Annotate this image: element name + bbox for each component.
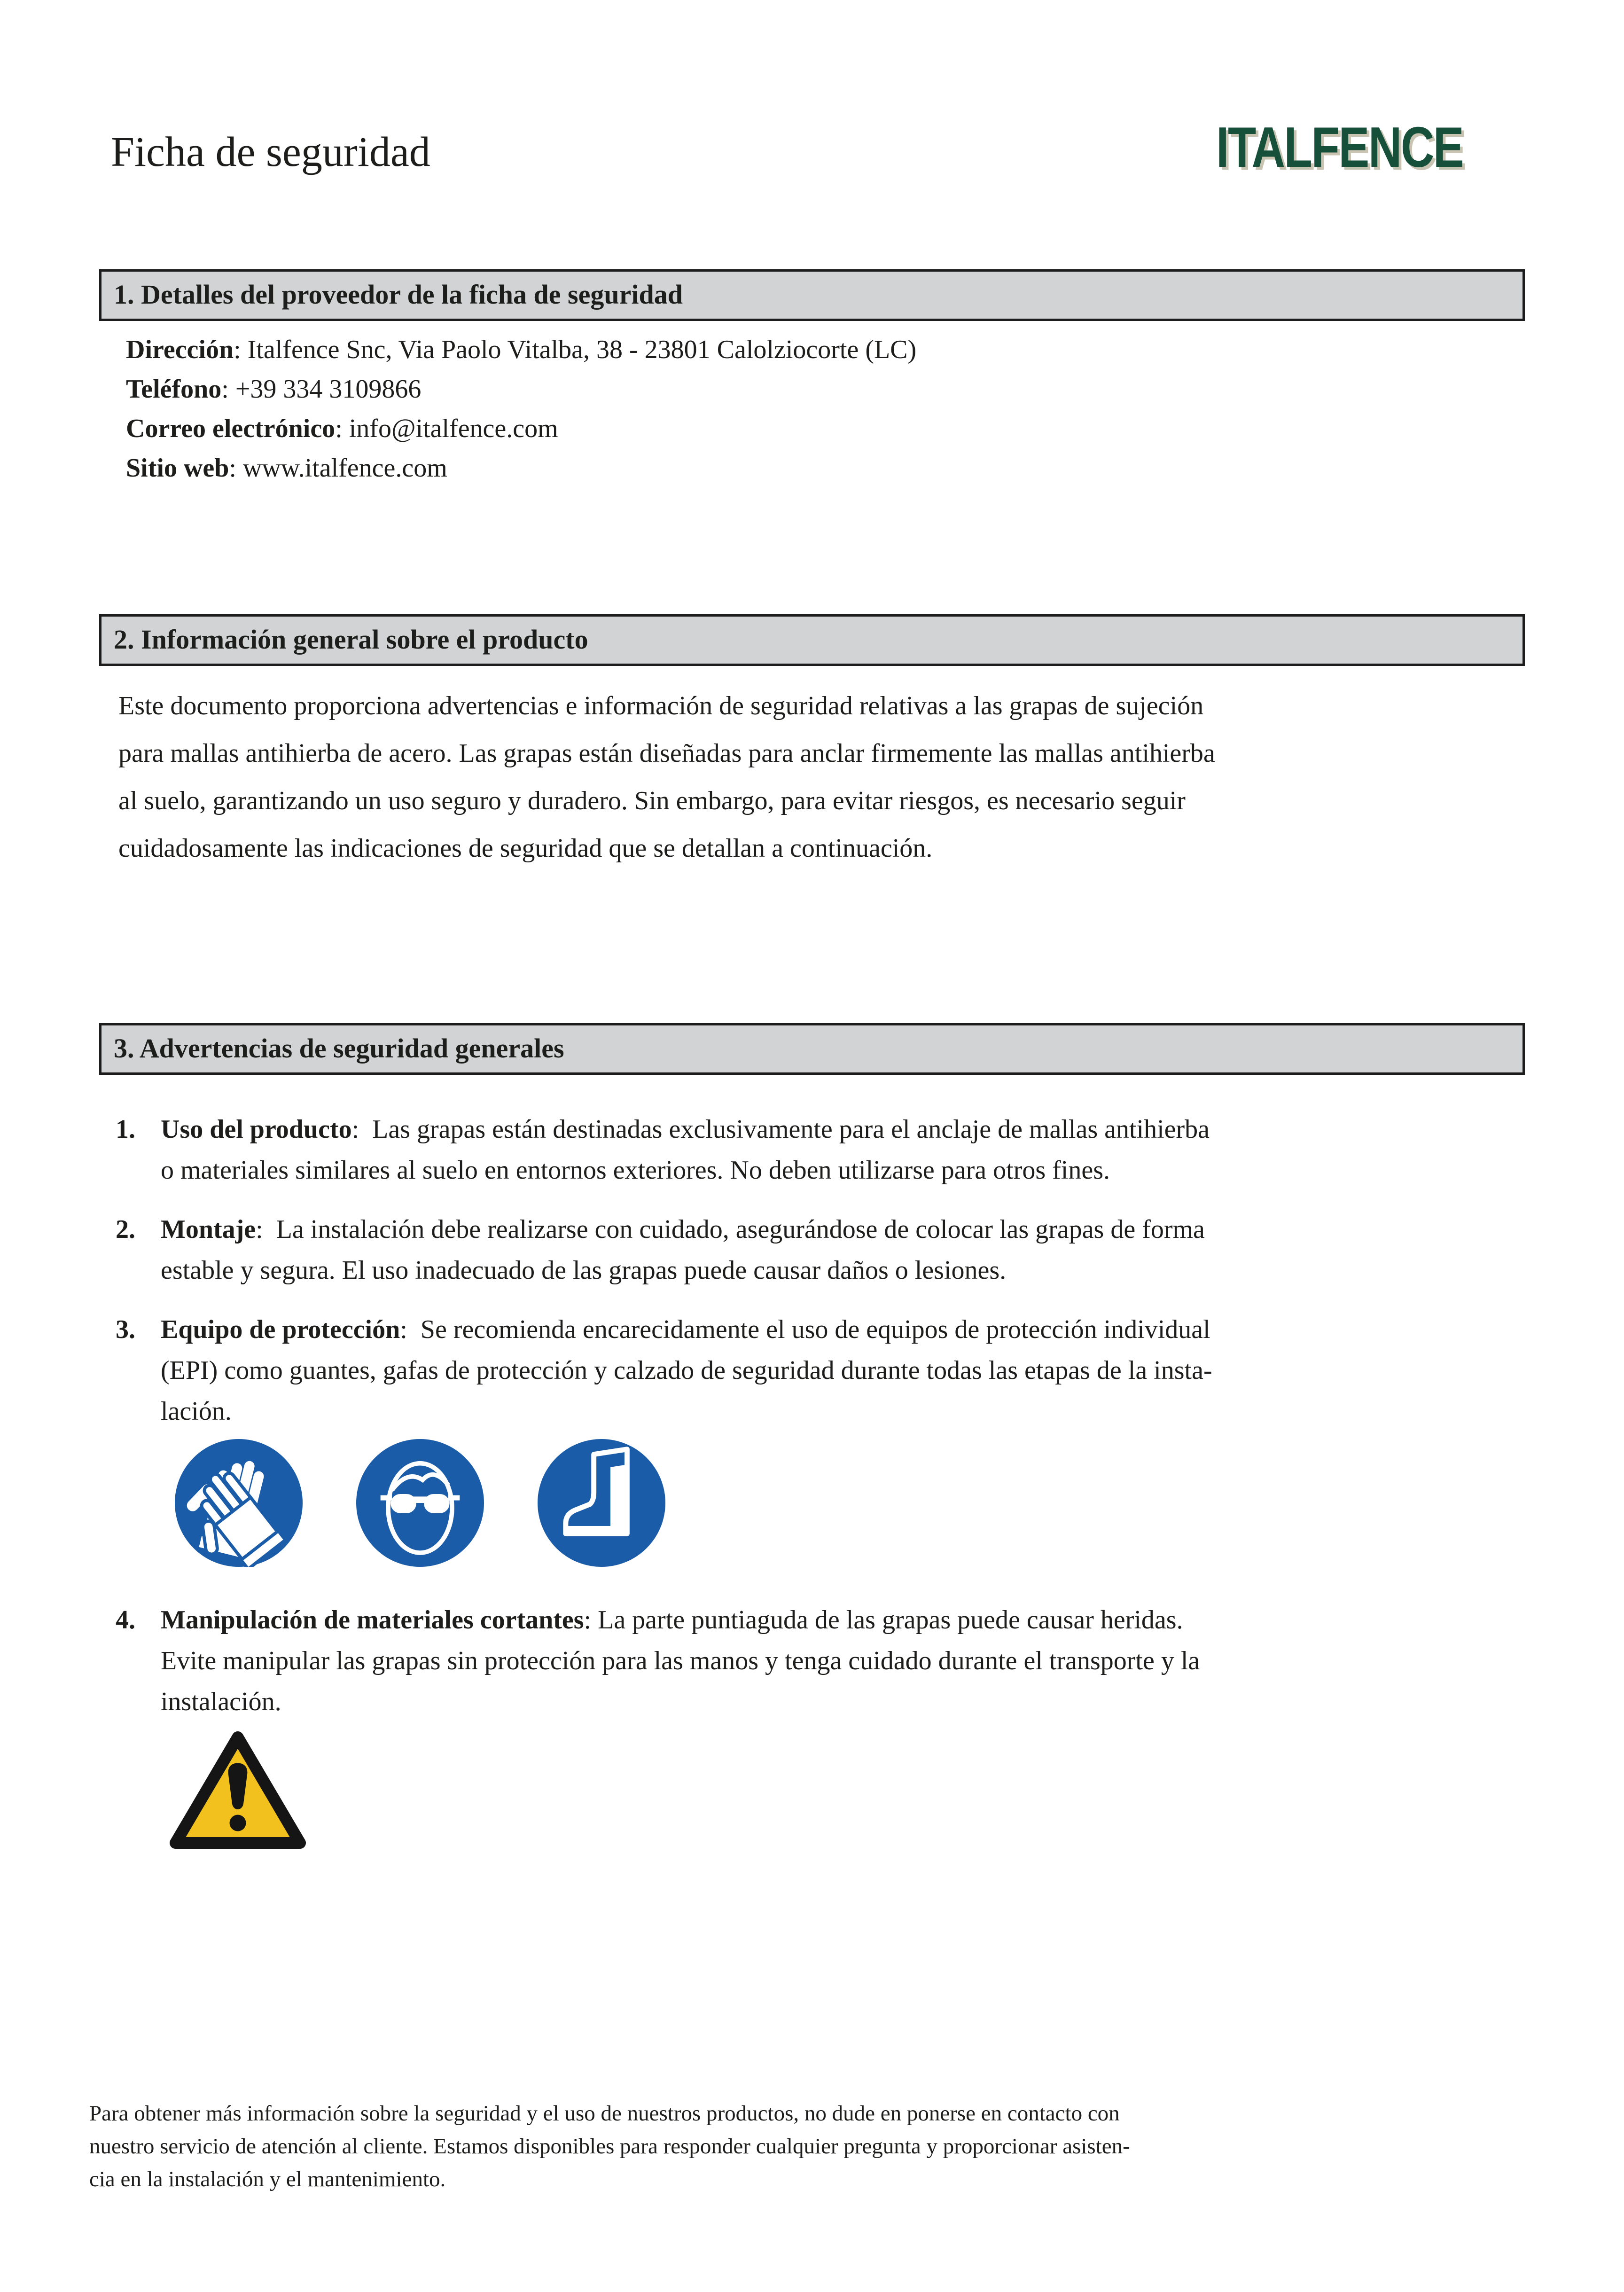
item-text: [161, 1209, 1205, 1250]
info-line: cuidadosamente las indicaciones de seguridad que se detallan a continuación.: [118, 834, 933, 863]
item-label: Equipo de protección: [161, 1315, 400, 1344]
section-1-body: [126, 330, 916, 488]
info-line: al suelo, garantizando un uso seguro y duradero. Sin embargo, para evitar riesgos, es necesario seguir: [118, 786, 1186, 815]
section-2-body: [118, 682, 1215, 872]
warning-item-1: [116, 1109, 1210, 1191]
item-text: estable y segura. El uso inadecuado de las grapas puede causar daños o lesiones.: [161, 1256, 1007, 1285]
item-text: [161, 1309, 1212, 1350]
section-3-header: 3. Advertencias de seguridad generales: [99, 1023, 1525, 1075]
website-value: : www.italfence.com: [229, 454, 447, 483]
address-label: Dirección: [126, 335, 234, 364]
wear-safety-boots-icon: [538, 1439, 665, 1567]
item-text: lación.: [161, 1397, 232, 1426]
item-rest: : La parte puntiaguda de las grapas puede causar heridas.: [584, 1605, 1183, 1635]
phone-value: : +39 334 3109866: [221, 375, 422, 404]
phone-field: [126, 369, 916, 409]
item-text: Evite manipular las grapas sin protección para las manos y tenga cuidado durante el transporte y la: [161, 1646, 1200, 1675]
item-rest: : Se recomienda encarecidamente el uso de equipos de protección individual: [400, 1315, 1210, 1344]
email-field: [126, 409, 916, 448]
general-warning-icon: [167, 1729, 308, 1854]
item-label: Montaje: [161, 1215, 256, 1244]
item-label: Uso del producto: [161, 1115, 352, 1144]
item-text: (EPI) como guantes, gafas de protección y calzado de seguridad durante todas las etapas de la insta-: [161, 1356, 1212, 1385]
email-label: Correo electrónico: [126, 414, 336, 443]
warning-item-3: [116, 1309, 1212, 1432]
website-label: Sitio web: [126, 454, 229, 483]
item-text: [161, 1600, 1200, 1641]
phone-label: Teléfono: [126, 375, 222, 404]
item-number: 2.: [116, 1215, 135, 1244]
section-1-header: 1. Detalles del proveedor de la ficha de seguridad: [99, 269, 1525, 321]
website-field: [126, 448, 916, 488]
item-number: 4.: [116, 1605, 135, 1635]
address-field: [126, 330, 916, 369]
footer-line: nuestro servicio de atención al cliente. Estamos disponibles para responder cualquier pregunta y proporcionar asisten-: [89, 2134, 1130, 2159]
section-2-header: 2. Información general sobre el producto: [99, 614, 1525, 666]
ppe-icons-row: [175, 1439, 665, 1567]
warning-item-4: [116, 1600, 1200, 1722]
address-value: : Italfence Snc, Via Paolo Vitalba, 38 - 23801 Calolziocorte (LC): [234, 335, 917, 364]
item-rest: : Las grapas están destinadas exclusivamente para el anclaje de mallas antihierba: [351, 1115, 1210, 1144]
footer-note: [89, 2097, 1130, 2196]
item-text: o materiales similares al suelo en entornos exteriores. No deben utilizarse para otros fines.: [161, 1156, 1110, 1185]
info-line: Este documento proporciona advertencias e información de seguridad relativas a las grapas de sujeción: [118, 691, 1204, 720]
info-line: para mallas antihierba de acero. Las grapas están diseñadas para anclar firmemente las mallas antihierba: [118, 739, 1215, 768]
footer-line: Para obtener más información sobre la seguridad y el uso de nuestros productos, no dude en ponerse en contacto con: [89, 2101, 1120, 2126]
page-title: Ficha de seguridad: [111, 129, 430, 175]
warning-item-2: [116, 1209, 1205, 1291]
item-number: 1.: [116, 1115, 135, 1144]
wear-gloves-icon: [175, 1439, 303, 1567]
company-logo: ITALFENCE: [1216, 115, 1463, 179]
item-rest: : La instalación debe realizarse con cuidado, asegurándose de colocar las grapas de forma: [256, 1215, 1205, 1244]
wear-eye-protection-icon: [356, 1439, 484, 1567]
footer-line: cia en la instalación y el mantenimiento.: [89, 2167, 446, 2191]
item-label: Manipulación de materiales cortantes: [161, 1605, 584, 1635]
item-text: [161, 1109, 1210, 1150]
item-text: instalación.: [161, 1687, 281, 1716]
item-number: 3.: [116, 1315, 135, 1344]
email-value: : info@italfence.com: [335, 414, 558, 443]
